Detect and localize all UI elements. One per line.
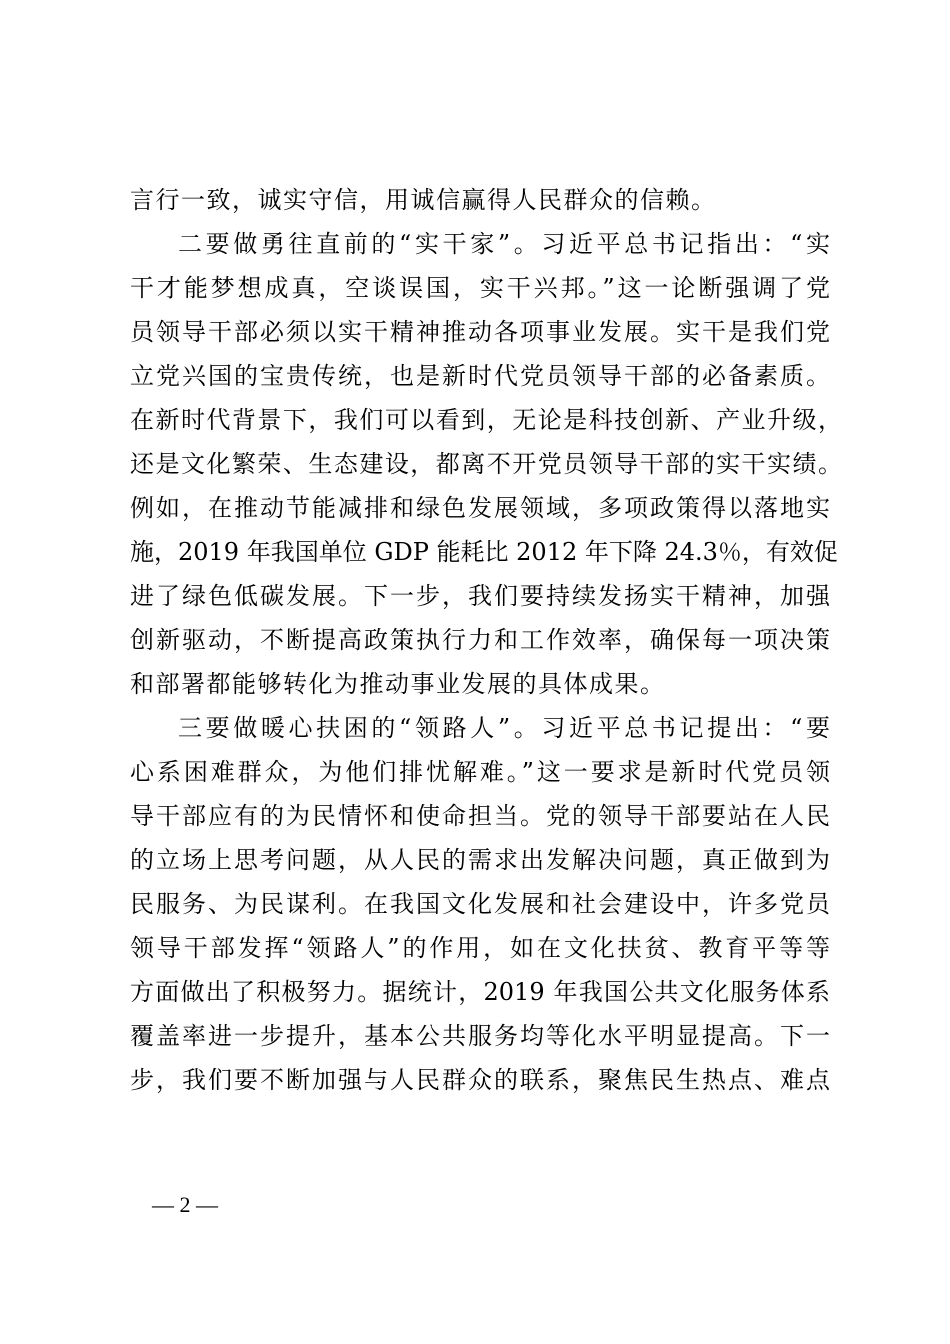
text-line: 导干部应有的为民情怀和使命担当。党的领导干部要站在人民 (130, 802, 830, 830)
text-line: 领导干部发挥“领路人”的作用，如在文化扶贫、教育平等等 (130, 934, 830, 962)
text-line: 员领导干部必须以实干精神推动各项事业发展。实干是我们党 (130, 318, 830, 346)
paragraph-start-line: 二要做勇往直前的“实干家”。习近平总书记指出：“实 (178, 230, 830, 258)
text-line: 和部署都能够转化为推动事业发展的具体成果。 (130, 670, 666, 698)
text-line: 方面做出了积极努力。据统计，2019 年我国公共文化服务体系 (130, 978, 830, 1006)
text-line: 干才能梦想成真，空谈误国，实干兴邦。”这一论断强调了党 (130, 274, 830, 302)
text-line: 还是文化繁荣、生态建设，都离不开党员领导干部的实干实绩。 (130, 450, 842, 478)
paragraph-start-line: 三要做暖心扶困的“领路人”。习近平总书记提出：“要 (178, 714, 830, 742)
page-number: — 2 — (152, 1192, 218, 1217)
text-line: 的立场上思考问题，从人民的需求出发解决问题，真正做到为 (130, 846, 830, 874)
text-line: 步，我们要不断加强与人民群众的联系，聚焦民生热点、难点 (130, 1066, 830, 1094)
text-line: 覆盖率进一步提升，基本公共服务均等化水平明显提高。下一 (130, 1022, 830, 1050)
text-line: 心系困难群众，为他们排忧解难。”这一要求是新时代党员领 (130, 758, 830, 786)
text-line: 在新时代背景下，我们可以看到，无论是科技创新、产业升级， (130, 406, 842, 434)
text-line: 施，2019 年我国单位 GDP 能耗比 2012 年下降 24.3％，有效促 (130, 538, 838, 566)
text-line: 例如，在推动节能减排和绿色发展领域，多项政策得以落地实 (130, 494, 830, 522)
text-line: 言行一致，诚实守信，用诚信赢得人民群众的信赖。 (130, 186, 717, 214)
text-line: 创新驱动，不断提高政策执行力和工作效率，确保每一项决策 (130, 626, 830, 654)
text-line: 进了绿色低碳发展。下一步，我们要持续发扬实干精神，加强 (130, 582, 830, 610)
text-line: 立党兴国的宝贵传统，也是新时代党员领导干部的必备素质。 (130, 362, 830, 390)
text-line: 民服务、为民谋利。在我国文化发展和社会建设中，许多党员 (130, 890, 830, 918)
